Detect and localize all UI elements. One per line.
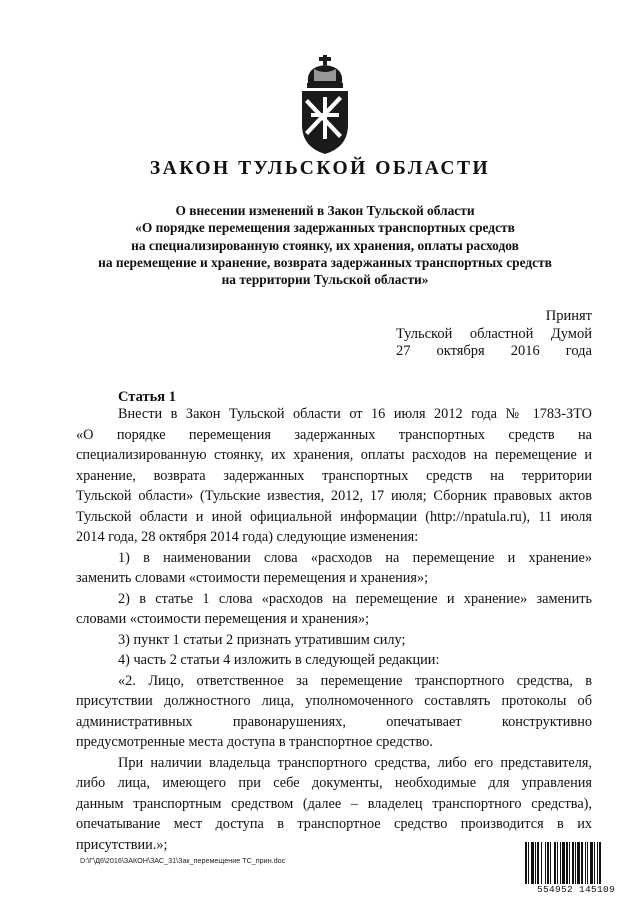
adopted-date: 27 октября 2016 года [396,343,592,359]
body-line: 3) пункт 1 статьи 2 признать утратившим силу; [118,631,406,648]
subtitle-line: на перемещение и хранение, возврата задержанных транспортных средств [98,254,552,270]
body-line: предусмотренные места доступа в транспортное средство. [76,734,433,750]
file-path-footer: D:\Г\Д6\2016\ЗАКОН\ЗАС_31\Зак_перемещение ТС_прин.doc [80,856,286,865]
body-line: 1) в наименовании слова «расходов на перемещение и хранение» [118,549,592,566]
body-line: специализированную стоянку, их хранения, оплаты расходов на перемещение и [76,447,592,463]
article-heading: Статья 1 [118,389,176,405]
body-line: Тульской области» (Тульские известия, 2012, 17 июля; Сборник правовых актов [76,488,592,504]
body-line: административных правонарушениях, опечатывает конструктивно [76,713,592,730]
adopted-body: Тульской областной Думой [396,325,592,342]
subtitle-line: на специализированную стоянку, их хранения, оплаты расходов [131,237,519,253]
body-line: 2) в статье 1 слова «расходов на перемещение и хранение» заменить [118,590,592,607]
body-line: Тульской области и иной официальной информации (http://npatula.ru), 11 июля [76,508,592,525]
subtitle-line: «О порядке перемещения задержанных транспортных средств [135,220,515,236]
body-line: «2. Лицо, ответственное за перемещение транспортного средства, в [118,672,592,689]
document-title: ЗАКОН ТУЛЬСКОЙ ОБЛАСТИ [149,158,491,179]
subtitle-line: на территории Тульской области» [221,272,429,288]
body-line: данным транспортным средством (далее – владелец транспортного средства), [76,795,592,812]
body-line: присутствии.»; [76,836,168,853]
subtitle-line: О внесении изменений в Закон Тульской области [175,203,475,218]
tula-coat-of-arms-icon [296,55,354,155]
body-line: присутствии должностного лица, уполномоченного составлять протоколы об [76,693,592,709]
adopted-label: Принят [545,308,592,324]
barcode-number: 554952 145109 [521,884,631,895]
body-line: 2014 года, 28 октября 2014 года) следующие изменения: [76,529,419,545]
body-line: 4) часть 2 статьи 4 изложить в следующей редакции: [118,652,440,668]
body-line: заменить словами «стоимости перемещения и хранения»; [76,570,429,586]
body-line: опечатывание мест доступа в транспортное средство производится в их [76,816,592,832]
adoption-note [396,308,592,361]
body-line: хранение, возврата задержанных транспортных средств на территории [76,467,592,484]
body-line: либо лица, имеющего при себе документы, необходимые для управления [76,775,592,791]
document-subtitle [60,202,590,288]
body-line: Внести в Закон Тульской области от 16 июля 2012 года № 1783-ЗТО [118,406,592,422]
article-body [76,404,592,855]
body-line: словами «стоимости перемещения и хранения»; [76,611,370,627]
body-line: При наличии владельца транспортного средства, либо его представителя, [118,754,592,771]
body-line: «О порядке перемещения задержанных транспортных средств на [76,426,592,443]
